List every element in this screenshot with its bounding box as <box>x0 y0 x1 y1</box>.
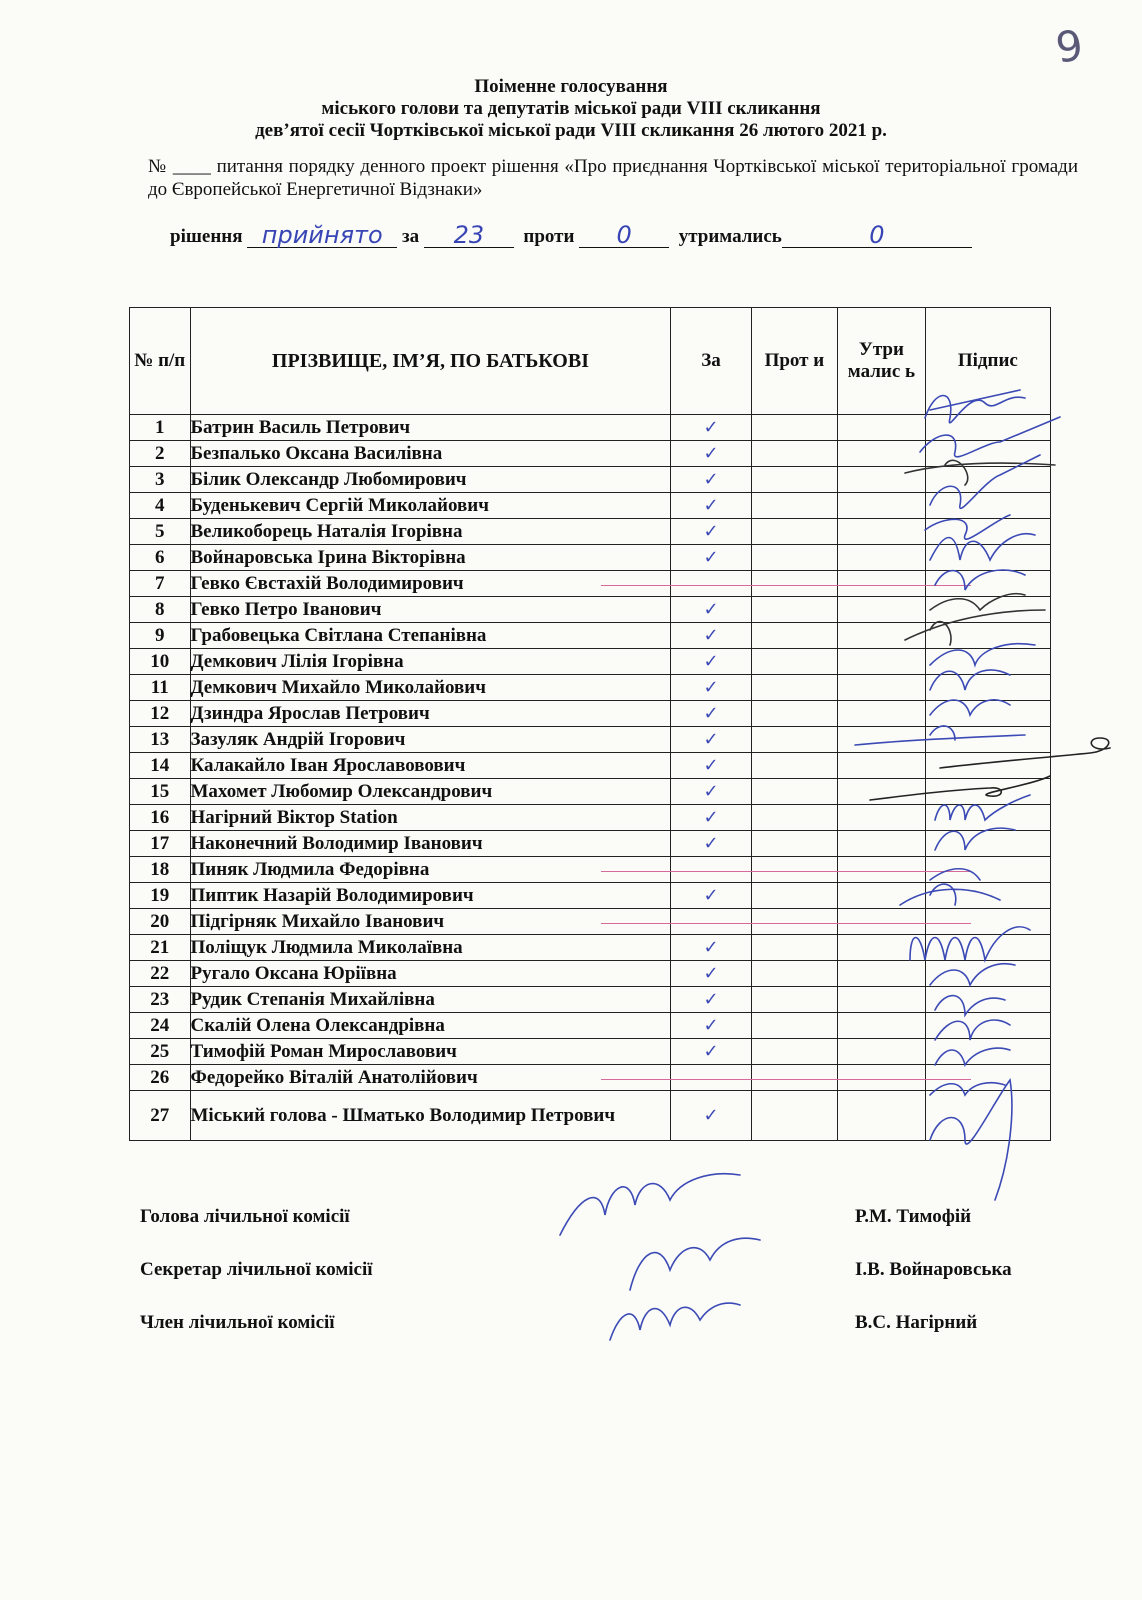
signature-cell <box>925 987 1050 1013</box>
row-number: 22 <box>130 961 191 987</box>
vote-for-cell <box>671 857 751 883</box>
commission-role: Голова лічильної комісії <box>140 1206 350 1227</box>
signature-cell <box>925 961 1050 987</box>
row-number: 2 <box>130 441 191 467</box>
vote-for-cell <box>671 493 751 519</box>
deputy-name: Міський голова - Шматько Володимир Петрович <box>190 1091 671 1141</box>
vote-abstain-cell <box>838 961 926 987</box>
check-mark-icon: ✓ <box>703 833 719 854</box>
signature-cell <box>925 883 1050 909</box>
vote-abstain-cell <box>838 701 926 727</box>
vote-against-cell <box>751 987 838 1013</box>
table-row <box>130 909 1051 935</box>
check-mark-icon: ✓ <box>703 625 719 646</box>
check-mark-icon: ✓ <box>703 469 719 490</box>
vote-abstain-cell <box>838 779 926 805</box>
header-session: дев’ятої сесії Чортківської міської ради VIII скликання 26 лютого 2021 р. <box>255 120 887 141</box>
signature-cell <box>925 493 1050 519</box>
vote-against-cell <box>751 571 838 597</box>
deputy-name: Федорейко Віталій Анатолійович <box>190 1065 671 1091</box>
table-header-row <box>130 308 1051 415</box>
abstain-label: утримались <box>678 226 782 247</box>
vote-abstain-cell <box>838 831 926 857</box>
table-row <box>130 935 1051 961</box>
signature-cell <box>925 519 1050 545</box>
commission-role: Секретар лічильної комісії <box>140 1259 373 1280</box>
vote-abstain-cell <box>838 987 926 1013</box>
row-number: 11 <box>130 675 191 701</box>
vote-for-cell <box>671 961 751 987</box>
counting-commission <box>140 1206 1060 1365</box>
check-mark-icon: ✓ <box>703 755 719 776</box>
abstain-count: 0 <box>782 223 972 248</box>
check-mark-icon: ✓ <box>703 521 719 542</box>
vote-against-cell <box>751 1013 838 1039</box>
vote-abstain-cell <box>838 727 926 753</box>
row-number: 20 <box>130 909 191 935</box>
header-pidpys: Підпис <box>925 308 1050 415</box>
vote-against-cell <box>751 649 838 675</box>
signature-cell <box>925 857 1050 883</box>
vote-abstain-cell <box>838 805 926 831</box>
vote-for-cell <box>671 779 751 805</box>
vote-abstain-cell <box>838 909 926 935</box>
document-header <box>0 76 1142 142</box>
vote-abstain-cell <box>838 935 926 961</box>
agenda-question: № ____ питання порядку денного проект рішення «Про приєднання Чортківської міської територіальної громади до Європейської Енергетичної Відзнаки» <box>148 156 1078 200</box>
table-row <box>130 675 1051 701</box>
row-number: 17 <box>130 831 191 857</box>
table-row <box>130 883 1051 909</box>
vote-against-cell <box>751 467 838 493</box>
table-row <box>130 831 1051 857</box>
vote-for-cell <box>671 1091 751 1141</box>
commission-row <box>140 1206 1060 1259</box>
table-row <box>130 467 1051 493</box>
vote-against-cell <box>751 961 838 987</box>
row-number: 14 <box>130 753 191 779</box>
header-proty: Прот и <box>751 308 838 415</box>
deputy-name: Махомет Любомир Олександрович <box>190 779 671 805</box>
row-number: 6 <box>130 545 191 571</box>
vote-against-cell <box>751 1091 838 1141</box>
vote-against-cell <box>751 727 838 753</box>
deputy-name: Грабовецька Світлана Степанівна <box>190 623 671 649</box>
vote-against-cell <box>751 623 838 649</box>
vote-abstain-cell <box>838 1065 926 1091</box>
vote-against-cell <box>751 415 838 441</box>
deputy-name: Білик Олександр Любомирович <box>190 467 671 493</box>
check-mark-icon: ✓ <box>703 989 719 1010</box>
strike-line <box>601 585 971 586</box>
signature-cell <box>925 831 1050 857</box>
vote-abstain-cell <box>838 883 926 909</box>
header-title: Поіменне голосування <box>474 76 668 97</box>
vote-abstain-cell <box>838 857 926 883</box>
deputy-name: Калакайло Іван Ярославовович <box>190 753 671 779</box>
vote-abstain-cell <box>838 623 926 649</box>
vote-against-cell <box>751 805 838 831</box>
deputy-name: Наконечний Володимир Іванович <box>190 831 671 857</box>
vote-against-cell <box>751 779 838 805</box>
vote-table <box>129 307 1051 1141</box>
vote-abstain-cell <box>838 1091 926 1141</box>
row-number: 9 <box>130 623 191 649</box>
vote-for-cell <box>671 1065 751 1091</box>
deputy-name: Демкович Лілія Ігорівна <box>190 649 671 675</box>
deputy-name: Пиптик Назарій Володимирович <box>190 883 671 909</box>
row-number: 12 <box>130 701 191 727</box>
signature-cell <box>925 441 1050 467</box>
deputy-name: Дзиндра Ярослав Петрович <box>190 701 671 727</box>
decision-value: прийнято <box>247 223 397 248</box>
table-row <box>130 1091 1051 1141</box>
check-mark-icon: ✓ <box>703 729 719 750</box>
signature-cell <box>925 545 1050 571</box>
vote-for-cell <box>671 753 751 779</box>
table-row <box>130 649 1051 675</box>
vote-abstain-cell <box>838 571 926 597</box>
table-row <box>130 493 1051 519</box>
commission-person: Р.М. Тимофій <box>855 1206 972 1227</box>
vote-against-cell <box>751 831 838 857</box>
vote-for-cell <box>671 649 751 675</box>
for-count: 23 <box>424 223 514 248</box>
vote-for-cell <box>671 415 751 441</box>
row-number: 26 <box>130 1065 191 1091</box>
row-number: 10 <box>130 649 191 675</box>
table-row <box>130 727 1051 753</box>
vote-for-cell <box>671 571 751 597</box>
vote-for-cell <box>671 675 751 701</box>
vote-for-cell <box>671 831 751 857</box>
row-number: 8 <box>130 597 191 623</box>
vote-abstain-cell <box>838 1013 926 1039</box>
check-mark-icon: ✓ <box>703 443 719 464</box>
signature-cell <box>925 701 1050 727</box>
decision-label: рішення <box>170 226 243 247</box>
header-subtitle: міського голови та депутатів міської ради VIII скликання <box>321 98 821 119</box>
deputy-name: Гевко Петро Іванович <box>190 597 671 623</box>
vote-for-cell <box>671 909 751 935</box>
vote-against-cell <box>751 597 838 623</box>
deputy-name: Батрин Василь Петрович <box>190 415 671 441</box>
vote-for-cell <box>671 727 751 753</box>
vote-abstain-cell <box>838 1039 926 1065</box>
commission-person: І.В. Войнаровська <box>855 1259 1012 1280</box>
signature-cell <box>925 415 1050 441</box>
vote-abstain-cell <box>838 545 926 571</box>
row-number: 7 <box>130 571 191 597</box>
vote-abstain-cell <box>838 675 926 701</box>
check-mark-icon: ✓ <box>703 651 719 672</box>
deputy-name: Рудик Степанія Михайлівна <box>190 987 671 1013</box>
signature-cell <box>925 1065 1050 1091</box>
table-row <box>130 961 1051 987</box>
vote-against-cell <box>751 493 838 519</box>
row-number: 21 <box>130 935 191 961</box>
check-mark-icon: ✓ <box>703 807 719 828</box>
table-row <box>130 623 1051 649</box>
vote-for-cell <box>671 545 751 571</box>
decision-line <box>170 223 1070 248</box>
for-label: за <box>402 226 420 247</box>
vote-for-cell <box>671 1039 751 1065</box>
check-mark-icon: ✓ <box>703 417 719 438</box>
deputy-name: Войнаровська Ірина Вікторівна <box>190 545 671 571</box>
vote-abstain-cell <box>838 753 926 779</box>
against-label: проти <box>523 226 575 247</box>
vote-against-cell <box>751 935 838 961</box>
table-row <box>130 857 1051 883</box>
vote-for-cell <box>671 467 751 493</box>
strike-line <box>601 871 971 872</box>
table-row <box>130 519 1051 545</box>
strike-line <box>601 1079 971 1080</box>
vote-against-cell <box>751 883 838 909</box>
vote-for-cell <box>671 987 751 1013</box>
vote-abstain-cell <box>838 493 926 519</box>
signature-cell <box>925 753 1050 779</box>
deputy-name: Підгірняк Михайло Іванович <box>190 909 671 935</box>
deputy-name: Пиняк Людмила Федорівна <box>190 857 671 883</box>
row-number: 25 <box>130 1039 191 1065</box>
row-number: 27 <box>130 1091 191 1141</box>
check-mark-icon: ✓ <box>703 963 719 984</box>
commission-person: В.С. Нагірний <box>855 1312 978 1333</box>
table-row <box>130 1065 1051 1091</box>
vote-for-cell <box>671 441 751 467</box>
signature-cell <box>925 935 1050 961</box>
row-number: 1 <box>130 415 191 441</box>
row-number: 5 <box>130 519 191 545</box>
check-mark-icon: ✓ <box>703 1041 719 1062</box>
vote-for-cell <box>671 883 751 909</box>
vote-for-cell <box>671 701 751 727</box>
vote-abstain-cell <box>838 597 926 623</box>
row-number: 24 <box>130 1013 191 1039</box>
vote-for-cell <box>671 1013 751 1039</box>
strike-line <box>601 923 971 924</box>
vote-against-cell <box>751 701 838 727</box>
deputy-name: Поліщук Людмила Миколаївна <box>190 935 671 961</box>
table-row <box>130 597 1051 623</box>
row-number: 18 <box>130 857 191 883</box>
vote-for-cell <box>671 805 751 831</box>
deputy-name: Великоборець Наталія Ігорівна <box>190 519 671 545</box>
vote-against-cell <box>751 909 838 935</box>
check-mark-icon: ✓ <box>703 495 719 516</box>
table-row <box>130 441 1051 467</box>
vote-for-cell <box>671 519 751 545</box>
signature-cell <box>925 1091 1050 1141</box>
signature-cell <box>925 623 1050 649</box>
signature-cell <box>925 649 1050 675</box>
signature-cell <box>925 805 1050 831</box>
vote-against-cell <box>751 545 838 571</box>
signature-cell <box>925 571 1050 597</box>
table-row <box>130 987 1051 1013</box>
row-number: 3 <box>130 467 191 493</box>
table-row <box>130 415 1051 441</box>
commission-row <box>140 1312 1060 1365</box>
vote-against-cell <box>751 441 838 467</box>
vote-against-cell <box>751 519 838 545</box>
vote-against-cell <box>751 1065 838 1091</box>
signature-cell <box>925 909 1050 935</box>
table-row <box>130 1013 1051 1039</box>
row-number: 23 <box>130 987 191 1013</box>
row-number: 4 <box>130 493 191 519</box>
vote-for-cell <box>671 935 751 961</box>
table-row <box>130 779 1051 805</box>
against-count: 0 <box>579 223 669 248</box>
vote-abstain-cell <box>838 441 926 467</box>
check-mark-icon: ✓ <box>703 1015 719 1036</box>
check-mark-icon: ✓ <box>703 599 719 620</box>
check-mark-icon: ✓ <box>703 885 719 906</box>
signature-cell <box>925 1039 1050 1065</box>
vote-for-cell <box>671 623 751 649</box>
vote-abstain-cell <box>838 519 926 545</box>
row-number: 16 <box>130 805 191 831</box>
table-row <box>130 805 1051 831</box>
table-row <box>130 701 1051 727</box>
row-number: 19 <box>130 883 191 909</box>
header-name: ПРІЗВИЩЕ, ІМ’Я, ПО БАТЬКОВІ <box>190 308 671 415</box>
row-number: 15 <box>130 779 191 805</box>
vote-against-cell <box>751 753 838 779</box>
deputy-name: Гевко Євстахій Володимирович <box>190 571 671 597</box>
signature-cell <box>925 467 1050 493</box>
vote-against-cell <box>751 675 838 701</box>
deputy-name: Зазуляк Андрій Ігорович <box>190 727 671 753</box>
header-num: № п/п <box>130 308 191 415</box>
deputy-name: Буденькевич Сергій Миколайович <box>190 493 671 519</box>
deputy-name: Тимофій Роман Мирославович <box>190 1039 671 1065</box>
table-row <box>130 571 1051 597</box>
signature-cell <box>925 727 1050 753</box>
table-row <box>130 1039 1051 1065</box>
check-mark-icon: ✓ <box>703 677 719 698</box>
deputy-name: Скалій Олена Олександрівна <box>190 1013 671 1039</box>
page-number: 9 <box>1052 20 1087 73</box>
table-row <box>130 545 1051 571</box>
vote-abstain-cell <box>838 467 926 493</box>
table-row <box>130 753 1051 779</box>
vote-against-cell <box>751 857 838 883</box>
check-mark-icon: ✓ <box>703 937 719 958</box>
deputy-name: Безпалько Оксана Василівна <box>190 441 671 467</box>
vote-abstain-cell <box>838 415 926 441</box>
check-mark-icon: ✓ <box>703 781 719 802</box>
vote-abstain-cell <box>838 649 926 675</box>
signature-cell <box>925 675 1050 701</box>
deputy-name: Демкович Михайло Миколайович <box>190 675 671 701</box>
signature-cell <box>925 779 1050 805</box>
check-mark-icon: ✓ <box>703 547 719 568</box>
vote-against-cell <box>751 1039 838 1065</box>
signature-cell <box>925 597 1050 623</box>
commission-role: Член лічильної комісії <box>140 1312 335 1333</box>
header-utrymalys: Утри малис ь <box>838 308 926 415</box>
commission-row <box>140 1259 1060 1312</box>
header-za: За <box>671 308 751 415</box>
signature-cell <box>925 1013 1050 1039</box>
deputy-name: Нагірний Віктор Station <box>190 805 671 831</box>
row-number: 13 <box>130 727 191 753</box>
vote-for-cell <box>671 597 751 623</box>
check-mark-icon: ✓ <box>703 703 719 724</box>
deputy-name: Ругало Оксана Юріївна <box>190 961 671 987</box>
check-mark-icon: ✓ <box>703 1105 719 1126</box>
